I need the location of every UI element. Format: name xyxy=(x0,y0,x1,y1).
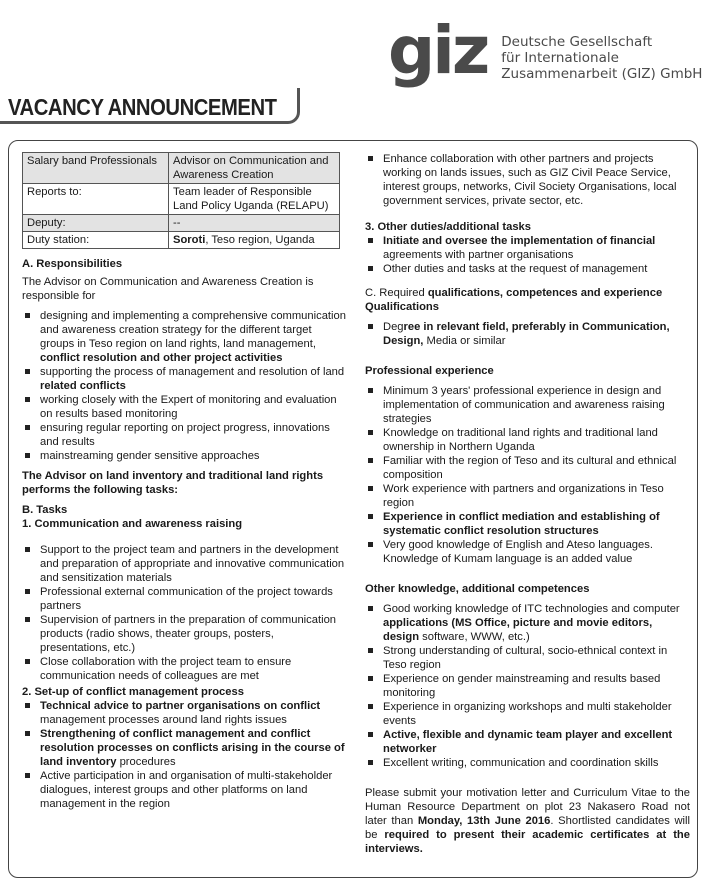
item-bold-text: conflict resolution and other project activities xyxy=(40,352,283,364)
item-bold-text: applications (MS Office, picture and movie editors, design xyxy=(383,617,653,643)
table-cell: Reports to: xyxy=(23,184,169,215)
heading-plain-text: C. Required xyxy=(365,287,428,299)
item-text: designing and implementing a comprehensive communication and awareness creation strategy for the different target groups in Teso region on land rights, land management, xyxy=(40,310,346,350)
duty-station-city: Soroti xyxy=(173,234,206,246)
table-cell: -- xyxy=(169,215,340,232)
subsection-heading: Other knowledge, additional competences xyxy=(365,583,590,595)
list-item: Supervision of partners in the preparation of communication products (radio shows, theater groups, posters, presentations, etc.) xyxy=(22,613,347,655)
item-text: Deg xyxy=(383,321,404,333)
list-item: Experience in organizing workshops and multi stakeholder events xyxy=(365,700,690,728)
item-text: mainstreaming gender sensitive approaches xyxy=(40,450,260,462)
table-cell: Salary band Professionals xyxy=(23,153,169,184)
list-item xyxy=(365,320,690,348)
item-text: Other duties and tasks at the request of management xyxy=(383,263,648,275)
giz-logo-text xyxy=(501,34,702,82)
section-heading: B. Tasks xyxy=(22,504,68,516)
item-bold-text: Technical advice to partner organisations on conflict xyxy=(40,700,321,712)
deadline-date: Monday, 13th June 2016 xyxy=(417,815,551,827)
instruction-text: . Shortlisted candidates will be xyxy=(365,815,690,841)
item-text: supporting the process of management and resolution of land xyxy=(40,366,345,378)
bullet-list xyxy=(365,602,690,770)
list-item xyxy=(22,421,347,449)
list-item xyxy=(22,309,347,365)
item-text: software, WWW, etc.) xyxy=(419,631,530,643)
list-item xyxy=(22,699,347,727)
subsection-heading: Qualifications xyxy=(365,301,439,313)
list-item xyxy=(365,602,690,644)
list-item: Support to the project team and partners in the development and preparation of appropriate and innovative communication and sensitization materials xyxy=(22,543,347,585)
bullet-list xyxy=(22,699,347,811)
item-text: Media or similar xyxy=(423,335,506,347)
list-item xyxy=(365,234,690,262)
subsection-heading: 3. Other duties/additional tasks xyxy=(365,221,531,233)
list-item: Excellent writing, communication and coordination skills xyxy=(365,756,690,770)
table-row xyxy=(23,184,340,215)
subsection-heading: Professional experience xyxy=(365,365,494,377)
bullet-list xyxy=(365,320,690,348)
logo-line: Deutsche Gesellschaft xyxy=(501,34,653,50)
item-bold-text: Initiate and oversee the implementation of financial xyxy=(383,235,656,247)
application-instructions xyxy=(365,786,690,856)
heading-bold-text: qualifications, competences and experience xyxy=(427,287,663,299)
item-text: procedures xyxy=(116,756,176,768)
item-text: working closely with the Expert of monitoring and evaluation on results based monitoring xyxy=(40,394,337,420)
right-column xyxy=(365,152,690,856)
position-info-table xyxy=(22,152,340,249)
table-cell: Duty station: xyxy=(23,232,169,249)
list-item xyxy=(365,262,690,276)
list-item xyxy=(22,727,347,769)
item-text: management processes around land rights issues xyxy=(40,714,287,726)
logo-line: für Internationale xyxy=(501,50,619,66)
item-bold-text: ree in relevant field, preferably in Communication, Design, xyxy=(383,321,670,347)
subsection-heading: 2. Set-up of conflict management process xyxy=(22,686,244,698)
table-row xyxy=(23,215,340,232)
item-text: agreements with partner organisations xyxy=(383,249,574,261)
table-row xyxy=(23,153,340,184)
list-item: Close collaboration with the project team to ensure communication needs of colleagues are met xyxy=(22,655,347,683)
item-text: Active participation in and organisation of multi-stakeholder dialogues, interest groups and other platforms on land management in the region xyxy=(40,770,333,810)
item-bold-text: related conflicts xyxy=(40,380,126,392)
list-item: Experience on gender mainstreaming and results based monitoring xyxy=(365,672,690,700)
giz-logo xyxy=(388,12,703,89)
table-row xyxy=(23,232,340,249)
table-cell xyxy=(169,232,340,249)
list-item xyxy=(22,393,347,421)
section-heading: The Advisor on land inventory and traditional land rights performs the following tasks: xyxy=(22,470,324,496)
list-item: Familiar with the region of Teso and its cultural and ethnical composition xyxy=(365,454,690,482)
subsection-heading: 1. Communication and awareness raising xyxy=(22,518,243,530)
left-column xyxy=(22,152,347,817)
item-text: ensuring regular reporting on project progress, innovations and results xyxy=(40,422,330,448)
list-item xyxy=(22,769,347,811)
list-item xyxy=(22,365,347,393)
logo-line: Zusammenarbeit (GIZ) GmbH xyxy=(501,66,703,82)
table-cell: Advisor on Communication and Awareness Creation xyxy=(169,153,340,184)
instruction-bold-text: required to present their academic certificates at the interviews. xyxy=(365,829,690,855)
list-item: Work experience with partners and organizations in Teso region xyxy=(365,482,690,510)
giz-logo-mark: giz xyxy=(388,12,488,89)
bullet-list xyxy=(365,152,690,208)
instruction-text: Please submit your motivation letter and Curriculum Vitae to the Human Resource Department on plot 23 Nakasero Road not later than xyxy=(365,787,690,827)
page-title: VACANCY ANNOUNCEMENT xyxy=(8,94,277,120)
list-item xyxy=(22,449,347,463)
duty-station-region: , Teso region, Uganda xyxy=(205,234,315,246)
section-heading xyxy=(365,286,690,300)
list-item: Enhance collaboration with other partners and projects working on lands issues, such as GIZ Civil Peace Service, interest groups, networks, Civil Society Organisations, local government services, private sector, etc. xyxy=(365,152,690,208)
list-item: Strong understanding of cultural, socio-ethnical context in Teso region xyxy=(365,644,690,672)
table-cell: Deputy: xyxy=(23,215,169,232)
item-bold-text: Strengthening of conflict management and conflict resolution processes on conflicts arising in the course of land inventory xyxy=(40,728,345,768)
table-cell: Team leader of Responsible Land Policy Uganda (RELAPU) xyxy=(169,184,340,215)
section-heading: A. Responsibilities xyxy=(22,258,123,270)
list-item: Knowledge on traditional land rights and traditional land ownership in Northern Uganda xyxy=(365,426,690,454)
bullet-list xyxy=(365,234,690,276)
paragraph: The Advisor on Communication and Awareness Creation is responsible for xyxy=(22,276,314,302)
list-item: Active, flexible and dynamic team player and excellent networker xyxy=(365,728,690,756)
bullet-list xyxy=(365,384,690,566)
list-item: Experience in conflict mediation and establishing of systematic conflict resolution structures xyxy=(365,510,690,538)
list-item: Minimum 3 years' professional experience in design and implementation of communication and awareness raising strategies xyxy=(365,384,690,426)
bullet-list xyxy=(22,309,347,463)
list-item: Very good knowledge of English and Ateso languages. Knowledge of Kumam language is an added value xyxy=(365,538,690,566)
bullet-list xyxy=(22,543,347,683)
list-item: Professional external communication of the project towards partners xyxy=(22,585,347,613)
item-text: Good working knowledge of ITC technologies and computer xyxy=(383,603,680,615)
